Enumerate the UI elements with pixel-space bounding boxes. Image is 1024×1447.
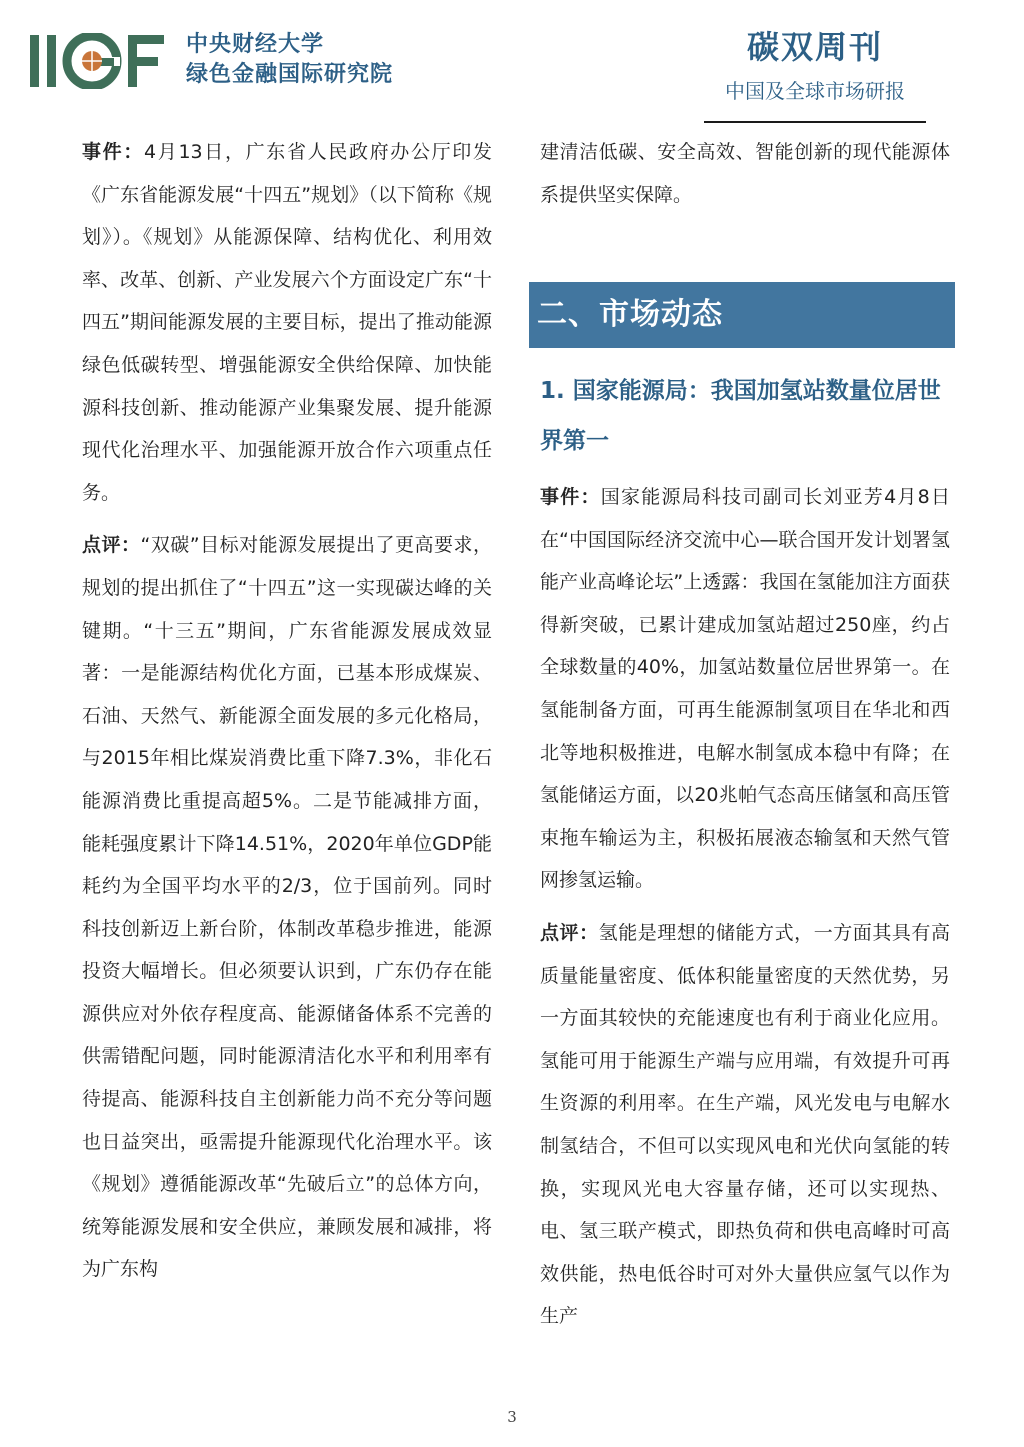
publication-subtitle: 中国及全球市场研报 <box>725 79 905 103</box>
institute-name-line2: 绿色金融国际研究院 <box>186 62 394 87</box>
article-comment-label: 点评： <box>540 921 599 944</box>
article-event-text: 国家能源局科技司副司长刘亚芳4月8日在“中国国际经济交流中心—联合国开发计划署氢能产业高峰论坛”上透露：我国在氢能加注方面获得新突破，已累计建成加氢站超过250座，约占全球数量的40%，加氢站数量位居世界第一。在氢能制备方面，可再生能源制氢项目在华北和西北等地积极推进，电解水制氢成本稳中有降；在氢能储运方面，以20兆帕气态高压储氢和高压管束拖车输运为主，积极拓展液态输氢和天然气管网掺氢运输。 <box>540 486 950 892</box>
comment-label: 点评： <box>82 534 141 557</box>
event-paragraph <box>82 131 492 514</box>
continued-paragraph: 建清洁低碳、安全高效、智能创新的现代能源体系提供坚实保障。 <box>540 141 950 206</box>
header-divider <box>704 121 926 123</box>
event-label: 事件： <box>82 141 145 163</box>
right-column-article <box>540 476 950 1338</box>
article-comment-text: 氢能是理想的储能方式，一方面其具有高质量能量密度、低体积能量密度的天然优势，另一方面其较快的充能速度也有利于商业化应用。氢能可用于能源生产端与应用端，有效提升可再生资源的利用率。在生产端，风光发电与电解水制氢结合，不但可以实现风电和光伏向氢能的转换，实现风光电大容量存储，还可以实现热、电、氢三联产模式，即热负荷和供电高峰时可高效供能，热电低谷时可对外大量供应氢气以作为生产 <box>540 921 950 1328</box>
iigf-logo <box>30 33 165 89</box>
left-column <box>82 131 492 1291</box>
iigf-logo-mark <box>30 33 165 89</box>
publication-title: 碳双周刊 <box>746 28 883 66</box>
section-title: 二、市场动态 <box>529 282 955 348</box>
article-comment-paragraph <box>540 912 950 1338</box>
article-event-label: 事件： <box>540 486 601 508</box>
comment-text: “双碳”目标对能源发展提出了更高要求，规划的提出抓住了“十四五”这一实现碳达峰的关键期。“十三五”期间，广东省能源发展成效显著：一是能源结构优化方面，已基本形成煤炭、石油、天然气、新能源全面发展的多元化格局，与2015年相比煤炭消费比重下降7.3%，非化石能源消费比重提高超5%。二是节能减排方面，能耗强度累计下降14.51%，2020年单位GDP能耗约为全国平均水平的2/3，位于国前列。同时科技创新迈上新台阶，体制改革稳步推进，能源投资大幅增长。但必须要认识到，广东仍存在能源供应对外依存程度高、能源储备体系不完善的供需错配问题，同时能源清洁化水平和利用率有待提高、能源科技自主创新能力尚不充分等问题也日益突出，亟需提升能源现代化治理水平。该《规划》遵循能源改革“先破后立”的总体方向，统筹能源发展和安全供应，兼顾发展和减排，将为广东构 <box>82 534 492 1281</box>
institute-name <box>186 30 393 90</box>
article-title: 1. 国家能源局：我国加氢站数量位居世界第一 <box>540 378 941 454</box>
masthead <box>700 24 930 106</box>
right-column-continued <box>540 131 950 216</box>
institute-name-line1: 中央财经大学 <box>186 32 325 57</box>
event-text: 4月13日，广东省人民政府办公厅印发《广东省能源发展“十四五”规划》（以下简称《规划》）。《规划》从能源保障、结构优化、利用效率、改革、创新、产业发展六个方面设定广东“十四五”期间能源发展的主要目标，提出了推动能源绿色低碳转型、增强能源安全供给保障、加快能源科技创新、推动能源产业集聚发展、提升能源现代化治理水平、加强能源开放合作六项重点任务。 <box>82 141 492 504</box>
article-event-paragraph <box>540 476 950 902</box>
page-number: 3 <box>507 1408 517 1426</box>
comment-paragraph <box>82 524 492 1291</box>
